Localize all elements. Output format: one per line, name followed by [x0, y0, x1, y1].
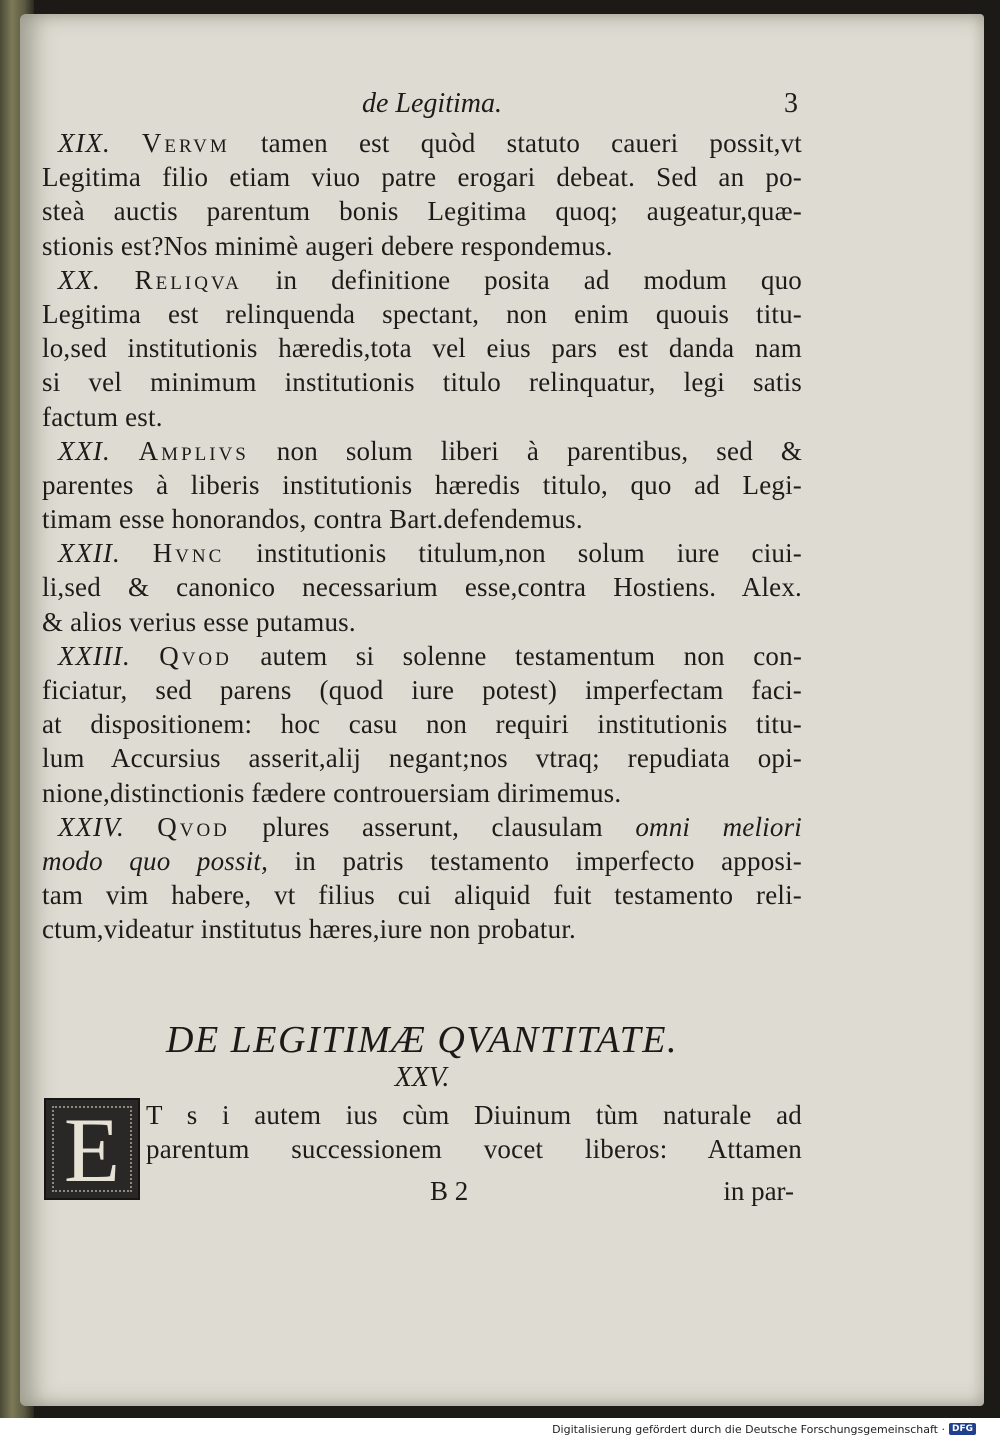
- thesis-lead-word: Vervm: [141, 128, 230, 158]
- thesis-line: [42, 776, 802, 810]
- thesis-line: [42, 468, 802, 502]
- thesis-line: [42, 502, 802, 536]
- thesis-first-line: [42, 536, 802, 570]
- thesis-line: [42, 673, 802, 707]
- page-footer-line: [42, 1174, 802, 1208]
- thesis-number: XXI.: [58, 435, 111, 466]
- thesis-number: XIX.: [58, 128, 111, 158]
- thesis-line: [42, 160, 802, 194]
- thesis-line: [42, 297, 802, 331]
- thesis-text: in patris testamento imperfecto apposi-: [294, 845, 802, 876]
- thesis-text: li,sed & canonico necessarium esse,contra Hostiens. Alex.: [42, 572, 802, 603]
- thesis-line: [42, 400, 802, 434]
- digitization-credit: [552, 1421, 976, 1437]
- thesis-text: ficiatur, sed parens (quod iure potest) imperfectam faci-: [42, 675, 802, 705]
- thesis-text: & alios verius esse putamus.: [42, 606, 356, 637]
- thesis-text: stionis est?Nos minimè augeri debere respondemus.: [42, 230, 613, 261]
- thesis-lead-word: Qvod: [159, 640, 232, 671]
- folio-number: 3: [784, 88, 798, 119]
- section-heading: DE LEGITIMÆ QVANTITATE.: [166, 1019, 678, 1061]
- italic-phrase: omni meliori: [635, 811, 802, 842]
- thesis-number: XX.: [58, 264, 101, 295]
- initial-letter: E: [63, 1099, 121, 1201]
- thesis-line: [42, 194, 802, 228]
- thesis-text: lum Accursius asserit,alij negant;nos vtraq; repudiata opi-: [42, 743, 802, 774]
- thesis-lead-word: Hvnc: [152, 538, 225, 569]
- thesis-line: [42, 365, 802, 399]
- thesis-text: plures asserunt, clausulam: [262, 811, 603, 842]
- thesis-line: [42, 844, 802, 878]
- signature-mark: B 2: [430, 1176, 469, 1206]
- thesis-text: autem si solenne testamentum non con-: [260, 640, 803, 671]
- thesis-line: [42, 707, 802, 741]
- thesis-text: lo,sed institutionis hæredis,tota vel eius pars est danda nam: [42, 333, 802, 364]
- thesis-text: non solum liberi à parentibus, sed &: [276, 435, 803, 466]
- thesis-text: ctum,videatur institutus hæres,iure non probatur.: [42, 914, 576, 945]
- thesis-text: Legitima est relinquenda spectant, non enim quouis titu-: [42, 298, 802, 329]
- thesis-line: [42, 912, 802, 946]
- thesis-text: in definitione posita ad modum quo: [275, 264, 802, 295]
- thesis-text: Legitima filio etiam viuo patre erogari debeat. Sed an po-: [42, 162, 802, 193]
- thesis-text: tam vim habere, vt filius cui aliquid fuit testamento reli-: [42, 880, 802, 911]
- thesis-first-line: [42, 639, 802, 673]
- thesis-line: [42, 229, 802, 263]
- thesis-text: timam esse honorandos, contra Bart.defendemus.: [42, 504, 583, 535]
- thesis-text: institutionis titulum,non solum iure ciui-: [256, 538, 802, 569]
- running-head: [42, 86, 802, 126]
- thesis-text: at dispositionem: hoc casu non requiri institutionis titu-: [42, 709, 802, 740]
- thesis-text: factum est.: [42, 401, 163, 432]
- closing-line: T s i autem ius cùm Diuinum tùm naturale ad: [146, 1100, 802, 1130]
- italic-phrase: modo quo possit,: [42, 845, 269, 876]
- thesis-first-line: [42, 263, 802, 297]
- thesis-first-line: [42, 434, 802, 468]
- thesis-first-line: [42, 810, 802, 844]
- thesis-text: parentes à liberis institutionis hæredis titulo, quo ad Legi-: [42, 469, 802, 500]
- credit-text: Digitalisierung gefördert durch die Deutsche Forschungsgemeinschaft ·: [552, 1422, 945, 1436]
- thesis-line: [42, 878, 802, 912]
- thesis-number: XXIV.: [58, 811, 125, 842]
- thesis-line: [42, 605, 802, 639]
- thesis-text: tamen est quòd statuto caueri possit,vt: [260, 128, 803, 158]
- thesis-lead-word: Qvod: [157, 811, 230, 842]
- thesis-line: [42, 570, 802, 604]
- section-number: XXV.: [394, 1062, 450, 1093]
- thesis-text: si vel minimum institutionis titulo relinquatur, legi satis: [42, 367, 802, 398]
- thesis-text: nione,distinctionis fædere controuersiam dirimemus.: [42, 777, 622, 808]
- thesis-lead-word: Reliqva: [134, 264, 242, 295]
- thesis-text: steà auctis parentum bonis Legitima quoq; augeatur,quæ-: [42, 196, 802, 227]
- thesis-line: [42, 331, 802, 365]
- closing-line: parentum successionem vocet liberos: Attamen: [146, 1134, 802, 1165]
- dfg-logo-icon: DFG: [949, 1423, 976, 1435]
- closing-paragraph: [146, 1098, 802, 1166]
- thesis-lines: [42, 126, 802, 947]
- thesis-number: XXIII.: [58, 640, 131, 671]
- thesis-number: XXII.: [58, 538, 121, 569]
- thesis-line: [42, 741, 802, 775]
- running-title: de Legitima.: [362, 88, 502, 119]
- catchword: in par-: [723, 1176, 794, 1206]
- thesis-first-line: [42, 126, 802, 160]
- thesis-lead-word: Amplivs: [138, 435, 249, 466]
